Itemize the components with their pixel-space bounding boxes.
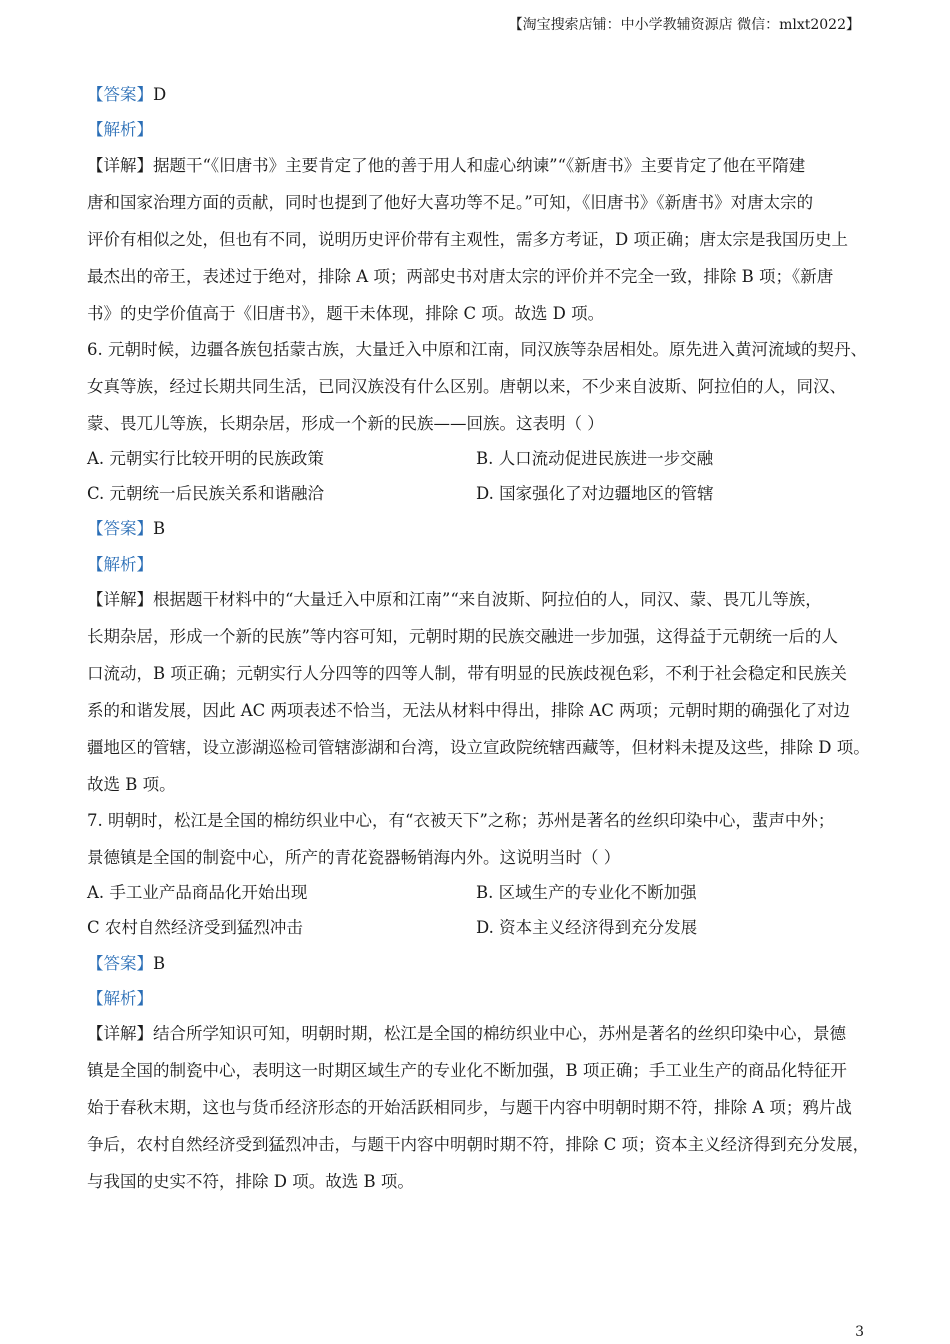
q7-stem-line: 7. 明朝时，松江是全国的棉纺织业中心，有“衣被天下”之称；苏州是著名的丝织印染中心，蜚声中外；: [87, 811, 835, 830]
q7-option-b: B. 区域生产的专业化不断加强: [476, 883, 697, 902]
answer-label: 【答案】: [87, 954, 153, 973]
answer-value: B: [153, 954, 166, 973]
answer-value: D: [153, 85, 167, 104]
answer-label: 【答案】: [87, 519, 153, 538]
q6-detail-line: 系的和谐发展，因此 AC 两项表述不恰当，无法从材料中得出，排除 AC 两项；元朝时期的确强化了对边: [87, 701, 851, 720]
page-header: 【淘宝搜索店铺：中小学教辅资源店 微信：mlxt2022】: [508, 17, 860, 33]
detail-label: 【详解】: [87, 1024, 153, 1043]
q7-analysis-label: [87, 985, 153, 1009]
detail-text: 根据题干材料中的“大量迁入中原和江南”“来自波斯、阿拉伯的人，同汉、蒙、畏兀儿等族，: [153, 590, 822, 609]
q6-option-b: B. 人口流动促进民族进一步交融: [476, 449, 714, 468]
q6-answer-line: [87, 515, 165, 539]
analysis-label: 【解析】: [87, 555, 153, 574]
q6-detail-line: [87, 586, 822, 610]
q6-option-a: A. 元朝实行比较开明的民族政策: [87, 449, 324, 468]
q7-detail-line: 始于春秋末期，这也与货币经济形态的开始活跃相同步，与题干内容中明朝时期不符，排除 A 项；鸦片战: [87, 1098, 852, 1117]
q7-option-a: A. 手工业产品商品化开始出现: [87, 883, 308, 902]
q6-detail-line: 口流动，B 项正确；元朝实行人分四等的四等人制，带有明显的民族歧视色彩，不利于社会稳定和民族关: [87, 664, 847, 683]
q5-detail-line: 书》的史学价值高于《旧唐书》，题干未体现，排除 C 项。故选 D 项。: [87, 304, 605, 323]
detail-label: 【详解】: [87, 590, 153, 609]
q5-analysis-label: [87, 116, 153, 140]
detail-text: 据题干“《旧唐书》主要肯定了他的善于用人和虚心纳谏”“《新唐书》主要肯定了他在平隋建: [153, 156, 806, 175]
q5-answer-line: [87, 81, 166, 105]
answer-value: B: [153, 519, 166, 538]
q6-detail-line: 故选 B 项。: [87, 775, 176, 794]
q6-stem-line: 蒙、畏兀儿等族，长期杂居，形成一个新的民族——回族。这表明（ ）: [87, 414, 604, 433]
q7-option-c: C 农村自然经济受到猛烈冲击: [87, 918, 303, 937]
q6-analysis-label: [87, 551, 153, 575]
q5-detail-line: 最杰出的帝王，表述过于绝对，排除 A 项；两部史书对唐太宗的评价并不完全一致，排除 B 项；《新唐: [87, 267, 834, 286]
q7-detail-line: 镇是全国的制瓷中心，表明这一时期区域生产的专业化不断加强，B 项正确；手工业生产的商品化特征开: [87, 1061, 847, 1080]
q7-answer-line: [87, 950, 165, 974]
q5-detail-line: [87, 152, 805, 176]
q5-detail-line: 唐和国家治理方面的贡献，同时也提到了他好大喜功等不足。”可知，《旧唐书》《新唐书》对唐太宗的: [87, 193, 814, 212]
analysis-label: 【解析】: [87, 120, 153, 139]
q6-stem-line: 6. 元朝时候，边疆各族包括蒙古族，大量迁入中原和江南，同汉族等杂居相处。原先进入黄河流域的契丹、: [87, 340, 867, 359]
q7-stem-line: 景德镇是全国的制瓷中心，所产的青花瓷器畅销海内外。这说明当时（ ）: [87, 848, 621, 867]
q6-detail-line: 疆地区的管辖，设立澎湖巡检司管辖澎湖和台湾，设立宣政院统辖西藏等，但材料未提及这些，排除 D 项。: [87, 738, 870, 757]
detail-label: 【详解】: [87, 156, 153, 175]
analysis-label: 【解析】: [87, 989, 153, 1008]
q6-option-c: C. 元朝统一后民族关系和谐融洽: [87, 484, 325, 503]
page-number: 3: [855, 1324, 864, 1340]
q7-detail-line: 争后，农村自然经济受到猛烈冲击，与题干内容中明朝时期不符，排除 C 项；资本主义经济得到充分发展，: [87, 1135, 870, 1154]
answer-label: 【答案】: [87, 85, 153, 104]
q7-detail-line: 与我国的史实不符，排除 D 项。故选 B 项。: [87, 1172, 414, 1191]
q7-option-d: D. 资本主义经济得到充分发展: [476, 918, 698, 937]
detail-text: 结合所学知识可知，明朝时期，松江是全国的棉纺织业中心，苏州是著名的丝织印染中心，景德: [153, 1024, 846, 1043]
q6-option-d: D. 国家强化了对边疆地区的管辖: [476, 484, 714, 503]
q6-detail-line: 长期杂居，形成一个新的民族”等内容可知，元朝时期的民族交融进一步加强，这得益于元朝统一后的人: [87, 627, 838, 646]
q5-detail-line: 评价有相似之处，但也有不同，说明历史评价带有主观性，需多方考证，D 项正确；唐太宗是我国历史上: [87, 230, 848, 249]
q6-stem-line: 女真等族，经过长期共同生活，已同汉族没有什么区别。唐朝以来，不少来自波斯、阿拉伯的人，同汉、: [87, 377, 846, 396]
q7-detail-line: [87, 1020, 846, 1044]
